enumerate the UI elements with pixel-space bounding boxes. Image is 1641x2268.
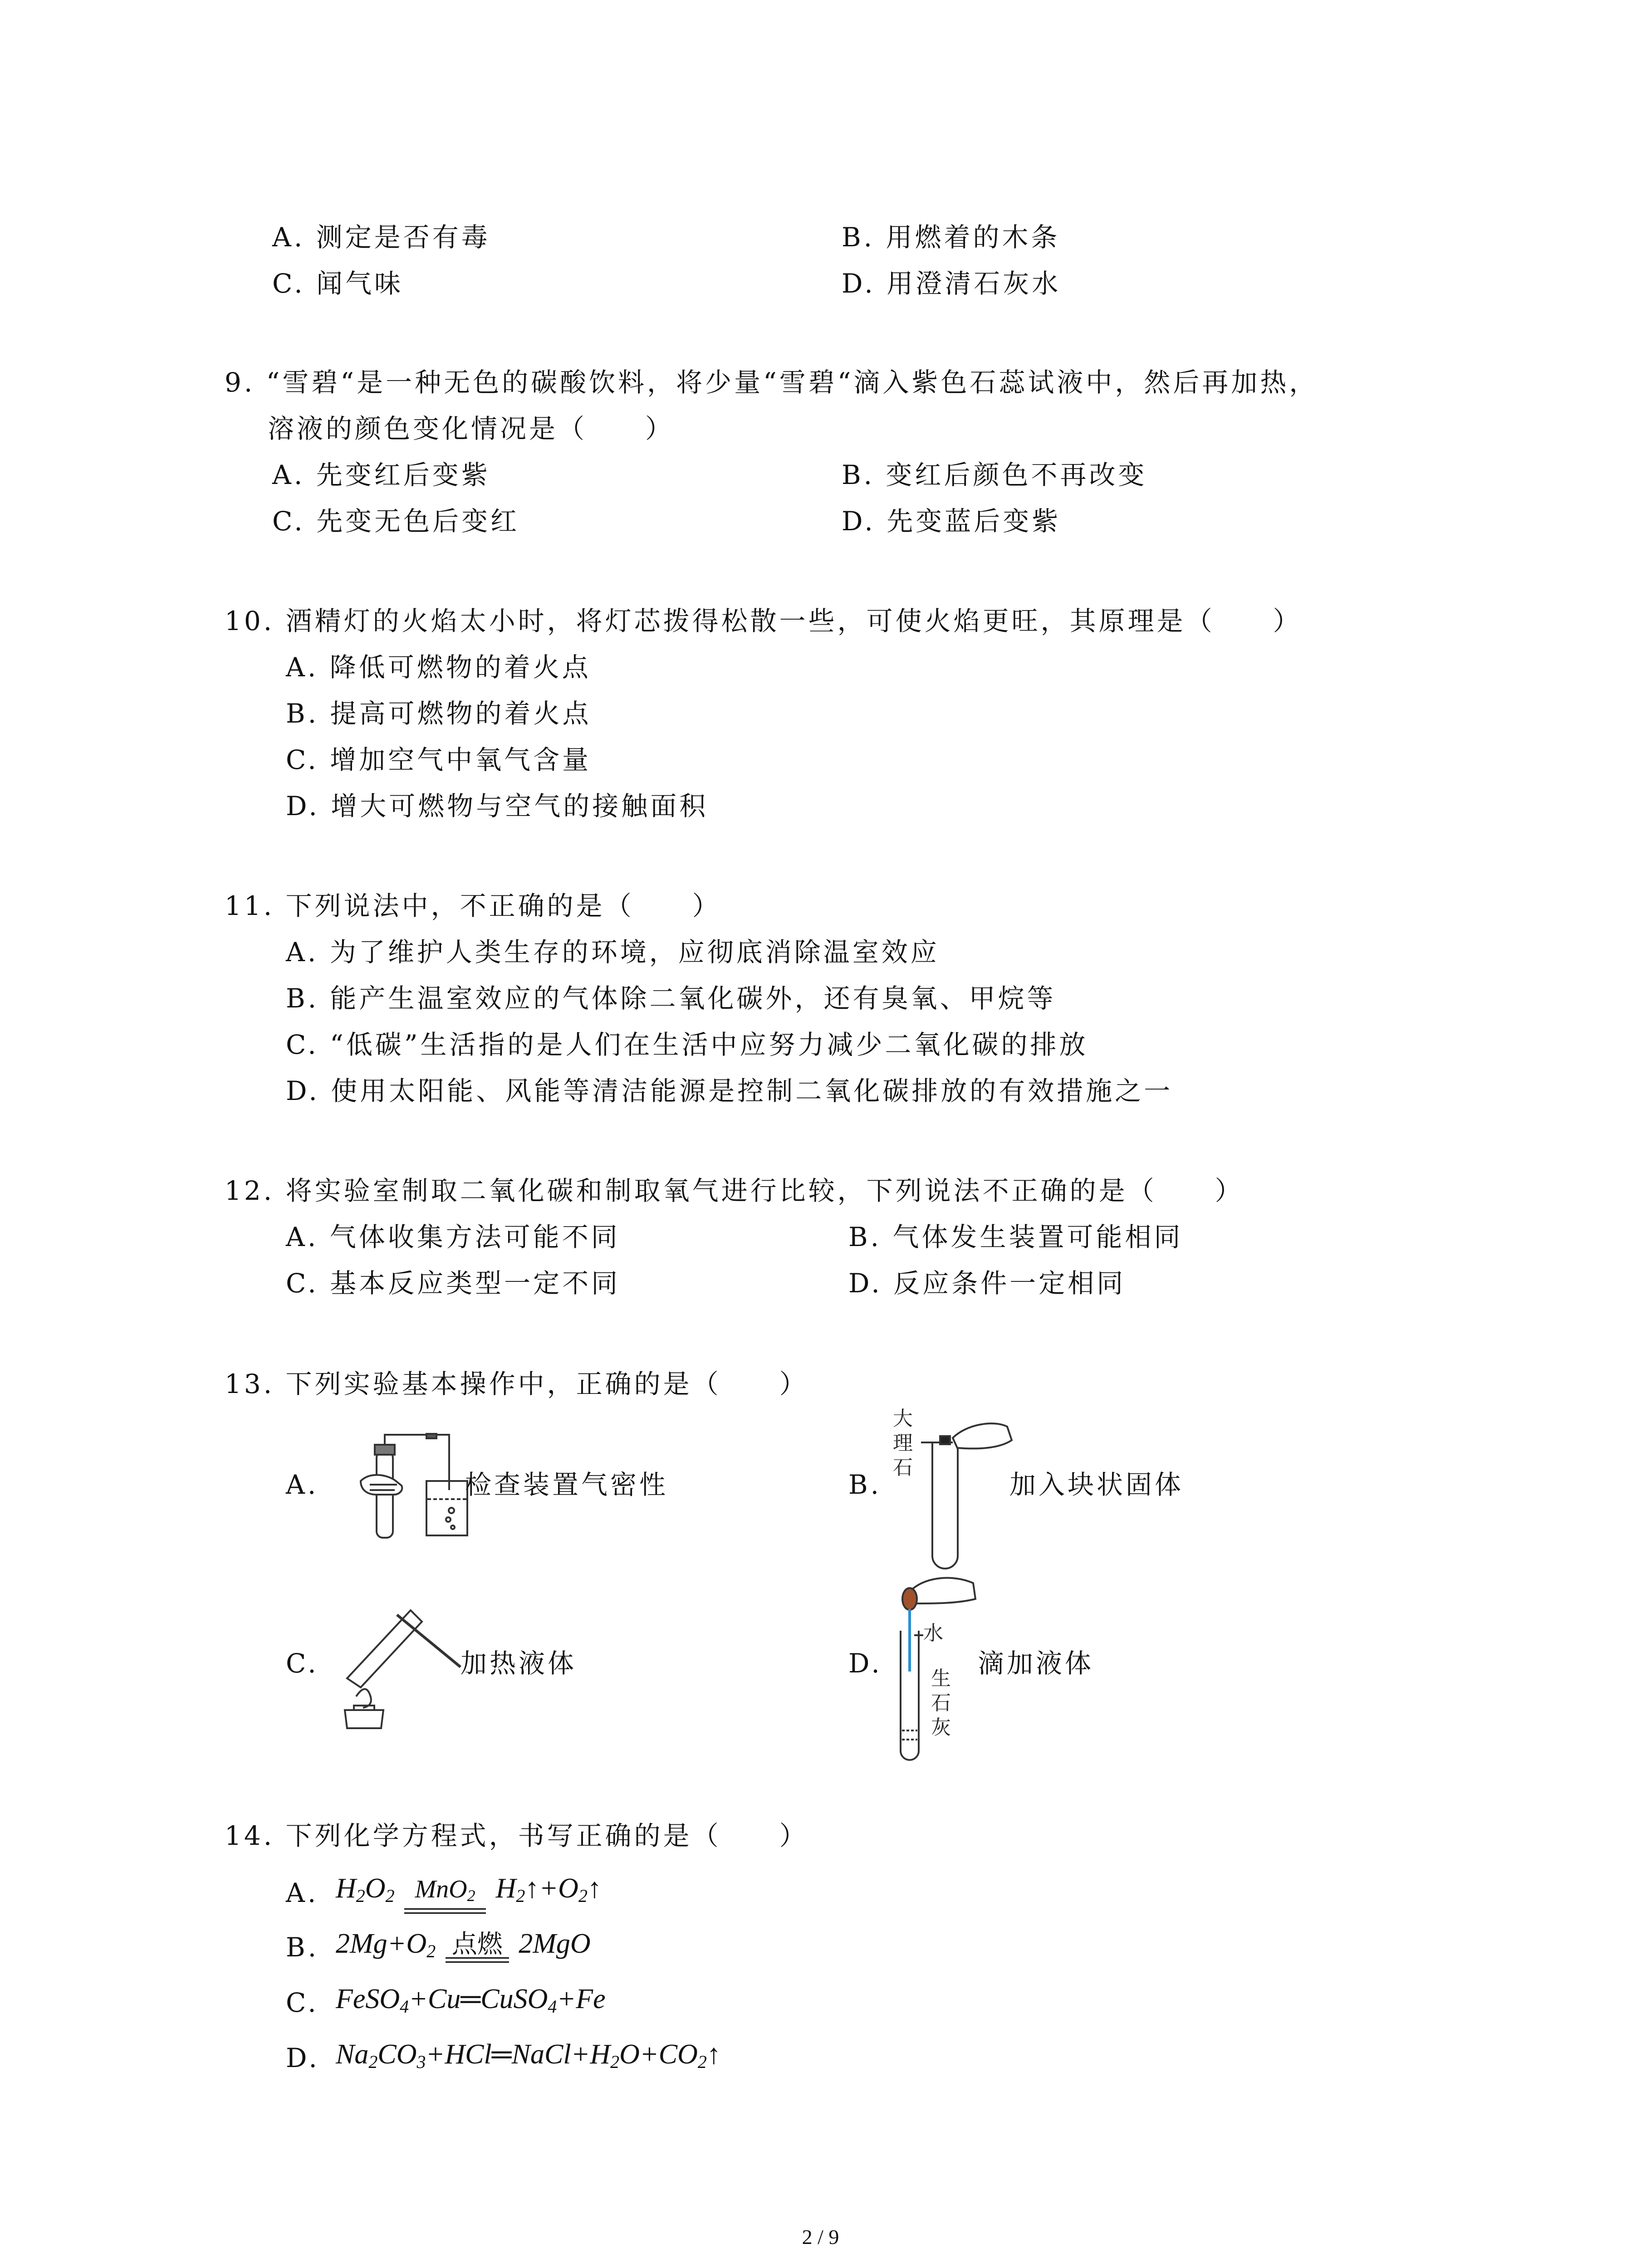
quicklime-label-1: 生 bbox=[931, 1667, 951, 1690]
q14-option-a-equation: $H_2O_2$ MnO$_2$ $H_2↑+O_2↑$ bbox=[336, 1868, 602, 1916]
q13-option-b-text: 加入块状固体 bbox=[1009, 1469, 1184, 1500]
q9-option-c: C. 先变无色后变红 bbox=[272, 506, 520, 537]
q9-option-b: B. 变红后颜色不再改变 bbox=[842, 459, 1147, 490]
q13-option-d-letter: D. bbox=[848, 1648, 882, 1679]
q10-option-d: D. 增大可燃物与空气的接触面积 bbox=[286, 791, 709, 821]
q13-stem: 13. 下列实验基本操作中，正确的是（ ） bbox=[225, 1369, 808, 1399]
q10-option-a: A. 降低可燃物的着火点 bbox=[286, 652, 591, 683]
q10-option-b: B. 提高可燃物的着火点 bbox=[286, 698, 592, 729]
q13-option-b-letter: B. bbox=[848, 1469, 882, 1500]
q14-option-c-letter: C. bbox=[286, 1987, 319, 2018]
add-marble-figure bbox=[889, 1406, 1025, 1574]
quicklime-label-2: 石 bbox=[931, 1691, 951, 1715]
test-tube bbox=[932, 1442, 958, 1569]
beaker bbox=[426, 1481, 467, 1535]
q14-option-c-equation: FeSO$_4$+Cu═CuSO$_4$+Fe bbox=[336, 1984, 606, 2017]
water-label: 水 bbox=[923, 1622, 943, 1645]
q8-option-d: D. 用澄清石灰水 bbox=[842, 268, 1061, 299]
q13-option-c-letter: C. bbox=[286, 1648, 319, 1679]
q11-option-d: D. 使用太阳能、风能等清洁能源是控制二氧化碳排放的有效措施之一 bbox=[286, 1075, 1173, 1106]
q9-option-d: D. 先变蓝后变紫 bbox=[842, 506, 1061, 537]
q9-stem-line1: 9. “雪碧“是一种无色的碳酸饮料，将少量“雪碧“滴入紫色石蕊试液中，然后再加热， bbox=[225, 367, 1318, 398]
q14-option-d-equation: $Na_2CO_3+HCl═NaCl+H_2O+CO_2↑$ bbox=[336, 2039, 721, 2072]
marble-label-2: 理 bbox=[893, 1432, 913, 1455]
q11-option-c: C. “低碳”生活指的是人们在生活中应努力减少二氧化碳的排放 bbox=[286, 1029, 1088, 1060]
q10-stem: 10. 酒精灯的火焰太小时，将灯芯拨得松散一些，可使火焰更旺，其原理是（ ） bbox=[225, 606, 1302, 636]
q14-stem: 14. 下列化学方程式，书写正确的是（ ） bbox=[225, 1820, 808, 1851]
q13-option-a-letter: A. bbox=[286, 1469, 319, 1500]
ignition-condition: 点燃 bbox=[451, 1930, 503, 1959]
alcohol-lamp bbox=[345, 1710, 383, 1728]
q14-option-b-equation: $2Mg+O_2$ 点燃 2MgO bbox=[336, 1923, 591, 1972]
q12-option-b: B. 气体发生装置可能相同 bbox=[848, 1222, 1183, 1252]
q8-option-a: A. 测定是否有毒 bbox=[272, 222, 490, 253]
q8-option-b: B. 用燃着的木条 bbox=[842, 222, 1060, 253]
q14-option-d-letter: D. bbox=[286, 2043, 320, 2073]
hand bbox=[953, 1423, 1012, 1448]
test-tube bbox=[347, 1610, 422, 1687]
q9-stem-line2: 溶液的颜色变化情况是（ ） bbox=[268, 413, 675, 444]
heat-liquid-figure bbox=[329, 1597, 465, 1733]
marble-label-3: 石 bbox=[893, 1456, 913, 1479]
q10-option-c: C. 增加空气中氧气含量 bbox=[286, 744, 592, 775]
q9-option-a: A. 先变红后变紫 bbox=[272, 459, 490, 490]
page-number: 2 / 9 bbox=[802, 2225, 839, 2248]
q11-option-b: B. 能产生温室效应的气体除二氧化碳外，还有臭氧、甲烷等 bbox=[286, 983, 1056, 1014]
q12-option-a: A. 气体收集方法可能不同 bbox=[286, 1222, 620, 1252]
q12-option-c: C. 基本反应类型一定不同 bbox=[286, 1268, 621, 1299]
airtightness-check-figure bbox=[358, 1427, 476, 1549]
q13-option-d-text: 滴加液体 bbox=[978, 1648, 1094, 1679]
q12-stem: 12. 将实验室制取二氧化碳和制取氧气进行比较，下列说法不正确的是（ ） bbox=[225, 1175, 1244, 1206]
q11-stem: 11. 下列说法中，不正确的是（ ） bbox=[225, 890, 721, 921]
quicklime-label-3: 灰 bbox=[931, 1716, 951, 1739]
q12-option-d: D. 反应条件一定相同 bbox=[848, 1268, 1126, 1299]
q13-option-a-text: 检查装置气密性 bbox=[465, 1469, 669, 1500]
q8-option-c: C. 闻气味 bbox=[272, 268, 404, 299]
q14-option-b-letter: B. bbox=[286, 1932, 319, 1963]
dropper-bulb bbox=[902, 1588, 917, 1610]
marble-label-1: 大 bbox=[893, 1407, 913, 1430]
q11-option-a: A. 为了维护人类生存的环境，应彻底消除温室效应 bbox=[286, 937, 940, 968]
q14-option-a-letter: A. bbox=[286, 1877, 319, 1908]
q13-option-c-text: 加热液体 bbox=[460, 1648, 577, 1679]
tube-holder bbox=[397, 1615, 460, 1667]
